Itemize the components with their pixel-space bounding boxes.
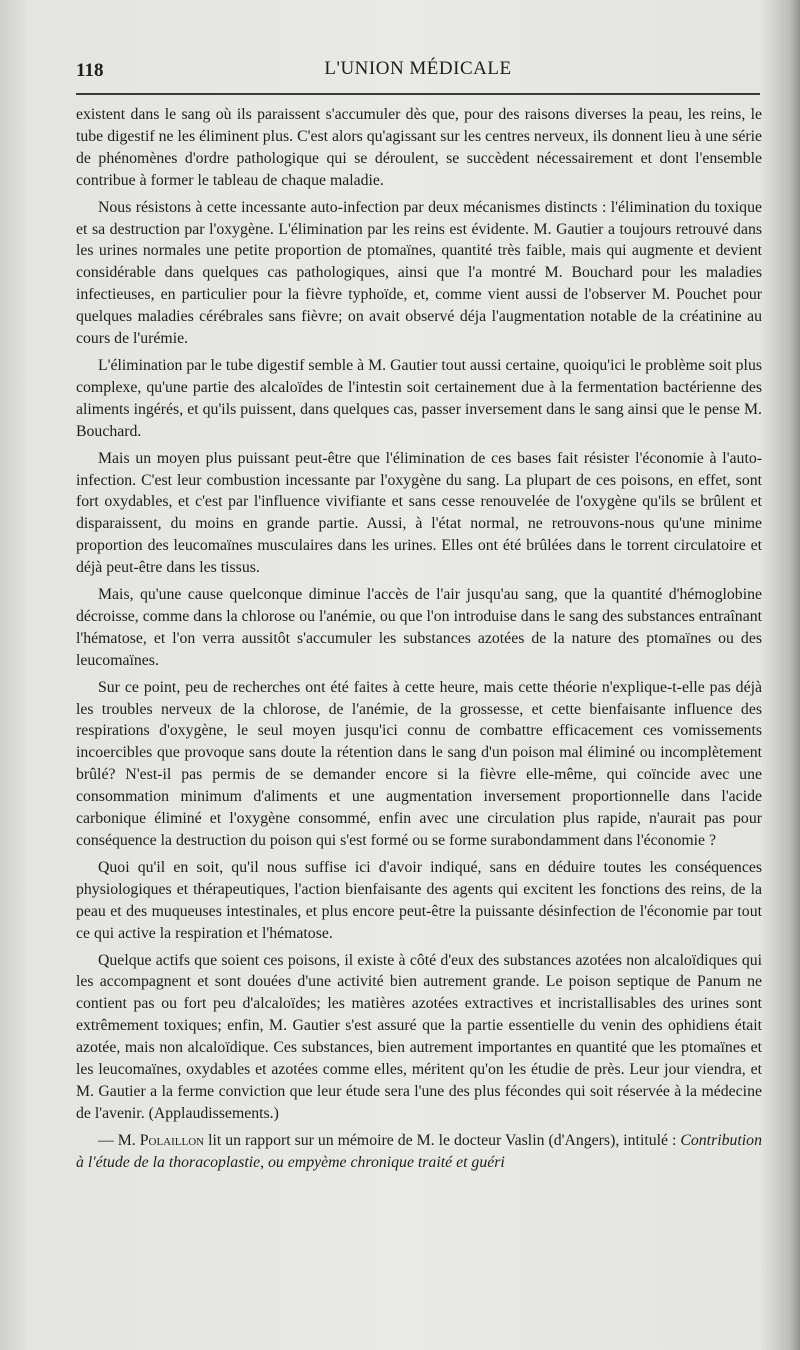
paragraph: Mais, qu'une cause quelconque diminue l'accès de l'air jusqu'au sang, que la quantité d'hémoglobine décroisse, comme dans la chlorose ou l'anémie, ou que l'on introduise dans le sang des substances entraînant l'hématose, et l'on verra aussitôt s'accumuler les substances azotées de la nature des ptomaïnes ou des leucomaïnes. — [76, 586, 762, 669]
paragraph: Sur ce point, peu de recherches ont été faites à cette heure, mais cette théorie n'explique-t-elle pas déjà les troubles nerveux de la chlorose, de l'anémie, de la grossesse, et cette bienfaisante influence des respirations d'oxygène, le seul moyen jusqu'ici connu de combattre efficacement ces vomissements incoercibles que provoque sans doute la rétention dans le sang d'un poison mal éliminé ou incomplètement brûlé? N'est-il pas permis de se demander encore si la fièvre elle-même, qui coïncide avec une consommation minimum d'aliments et une augmentation inversement proportionnelle dans l'acide carbonique éliminé et l'oxygène consommé, enfin avec une circulation plus rapide, n'aurait pas pour conséquence la destruction du poison qui s'est formé ou se forme surabondamment dans l'économie ? — [76, 678, 762, 849]
paragraph: L'élimination par le tube digestif semble à M. Gautier tout aussi certaine, quoiqu'ici le problème soit plus complexe, qu'une partie des alcaloïdes de l'intestin soit certainement due à la fermentation bactérienne des aliments ingérés, et qu'ils puissent, dans quelques cas, passer inversement dans le sang ainsi que le pense M. Bouchard. — [76, 356, 762, 440]
header-rule — [76, 93, 760, 95]
journal-title: L'UNION MÉDICALE — [324, 58, 512, 79]
author-name: Polaillon — [139, 1131, 205, 1149]
page-number: 118 — [76, 60, 104, 81]
paragraph: Nous résistons à cette incessante auto-infection par deux mécanismes distincts : l'élimination du toxique et sa destruction par l'oxygène. L'élimination par les reins est évidente. M. Gautier a toujours retrouvé dans les urines normales une petite proportion de ptomaïnes, quantité très faible, mais qui augmente et devient considérable dans quelques cas pathologiques, ainsi que l'a montré M. Bouchard pour les maladies infectieuses, en particulier pour la fièvre typhoïde, et, comme vient aussi de l'observer M. Pouchet pour quelques maladies cérébrales sans fièvre; on avait observé déja l'augmentation notable de la créatinine au cours de l'urémie. — [76, 198, 762, 348]
paragraph: Quelque actifs que soient ces poisons, il existe à côté d'eux des substances azotées non alcaloïdiques qui les accompagnent et sont douées d'une activité bien autrement grande. Le poison septique de Panum ne contient pas ou fort peu d'alcaloïdes; les matières azotées extractives et incristallisables des urines sont extrêmement toxiques; enfin, M. Gautier s'est assuré que la partie essentielle du venin des ophidiens était azotée, mais non alcaloïdique. Ces substances, bien autrement importantes en quantité que les ptomaïnes et les leucomaïnes, oxydables et azotées comme elles, méritent qu'on les étudie de près. Leur jour viendra, et M. Gautier a la ferme conviction que leur étude sera l'une des plus fécondes qui soit réservée à la médecine de l'avenir. (Applaudissements.) — [76, 951, 762, 1122]
memoir-title: Contribution à l'étude de la thoracoplastie, ou empyème chronique traité et guéri — [76, 1131, 762, 1171]
paragraph: existent dans le sang où ils paraissent s'accumuler dès que, pour des raisons diverses la peau, les reins, le tube digestif ne les éliminent plus. C'est alors qu'agissant sur les centres nerveux, ils donnent lieu à une série de phénomènes d'ordre pathologique qui se déroulent, se succèdent nécessairement et dont l'ensemble contribue à former le tableau de chaque maladie. — [76, 106, 762, 189]
report-dash: — M. — [98, 1131, 140, 1149]
article-body — [76, 104, 762, 1179]
report-text: lit un rapport sur un mémoire de M. le docteur Vaslin (d'Angers), intitulé : — [204, 1131, 681, 1149]
report-paragraph — [76, 1130, 762, 1174]
paragraph: Mais un moyen plus puissant peut-être que l'élimination de ces bases fait résister l'économie à l'auto-infection. C'est leur combustion incessante par l'oxygène du sang. La plupart de ces poisons, en effet, sont fort oxydables, et c'est par l'influence vivifiante et sans cesse renouvelée de l'oxygène qu'ils se brûlent et disparaissent, du moins en grande partie. Aussi, à l'état normal, ne retrouvons-nous qu'une minime proportion des leucomaïnes musculaires dans les urines. Elles ont été brûlées dans le torrent circulatoire et déjà peut-être dans les tissus. — [76, 449, 762, 577]
running-header — [76, 58, 760, 84]
paragraph: Quoi qu'il en soit, qu'il nous suffise ici d'avoir indiqué, sans en déduire toutes les conséquences physiologiques et thérapeutiques, l'action bienfaisante des agents qui excitent les fonctions des reins, de la peau et des muqueuses intestinales, et plus encore peut-être la puissante désinfection de l'économie par tout ce qui active la respiration et l'hématose. — [76, 858, 762, 942]
